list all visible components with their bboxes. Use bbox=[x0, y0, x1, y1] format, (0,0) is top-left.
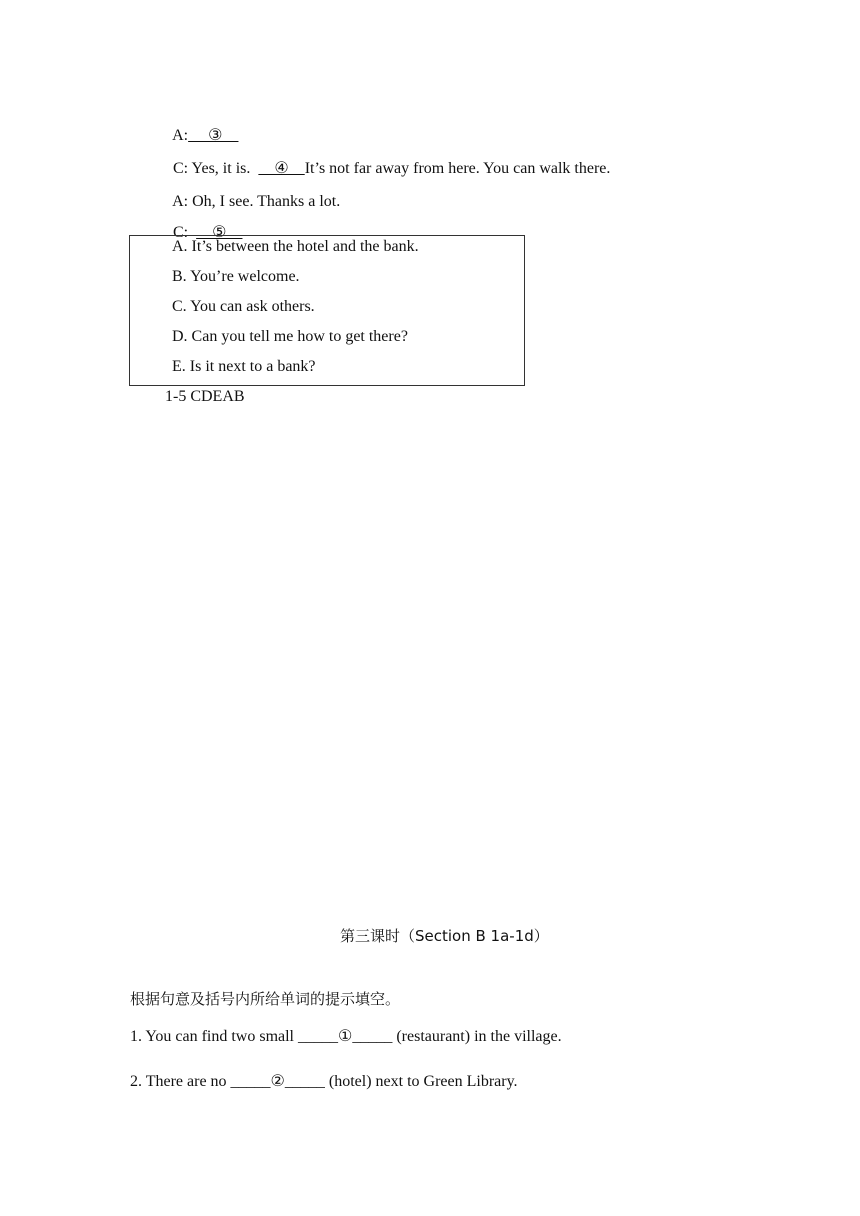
option-d: D. Can you tell me how to get there? bbox=[172, 328, 408, 345]
blank-4: ④ bbox=[258, 160, 305, 177]
blank-5: ⑤ bbox=[196, 224, 243, 241]
section-title: 第三课时（Section B 1a-1d） bbox=[340, 927, 549, 945]
dialogue-text: C: Yes, it is. bbox=[173, 160, 259, 177]
exercise-1: 1. You can find two small _____①_____ (restaurant) in the village. bbox=[130, 1028, 562, 1045]
options-box bbox=[129, 235, 525, 386]
option-a: A. It’s between the hotel and the bank. bbox=[172, 238, 419, 255]
dialogue-text: A: Oh, I see. Thanks a lot. bbox=[172, 193, 341, 210]
speaker-label: A: bbox=[172, 127, 189, 144]
dialogue-text: It’s not far away from here. You can walk there. bbox=[304, 160, 611, 177]
answer-key: 1-5 CDEAB bbox=[165, 388, 245, 405]
exercise-2: 2. There are no _____②_____ (hotel) next to Green Library. bbox=[130, 1073, 518, 1090]
blank-3: ③ bbox=[188, 127, 239, 144]
option-b: B. You’re welcome. bbox=[172, 268, 300, 285]
instruction: 根据句意及括号内所给单词的提示填空。 bbox=[130, 990, 401, 1008]
option-c: C. You can ask others. bbox=[172, 298, 315, 315]
speaker-label: C: bbox=[173, 224, 197, 241]
option-e: E. Is it next to a bank? bbox=[172, 358, 316, 375]
